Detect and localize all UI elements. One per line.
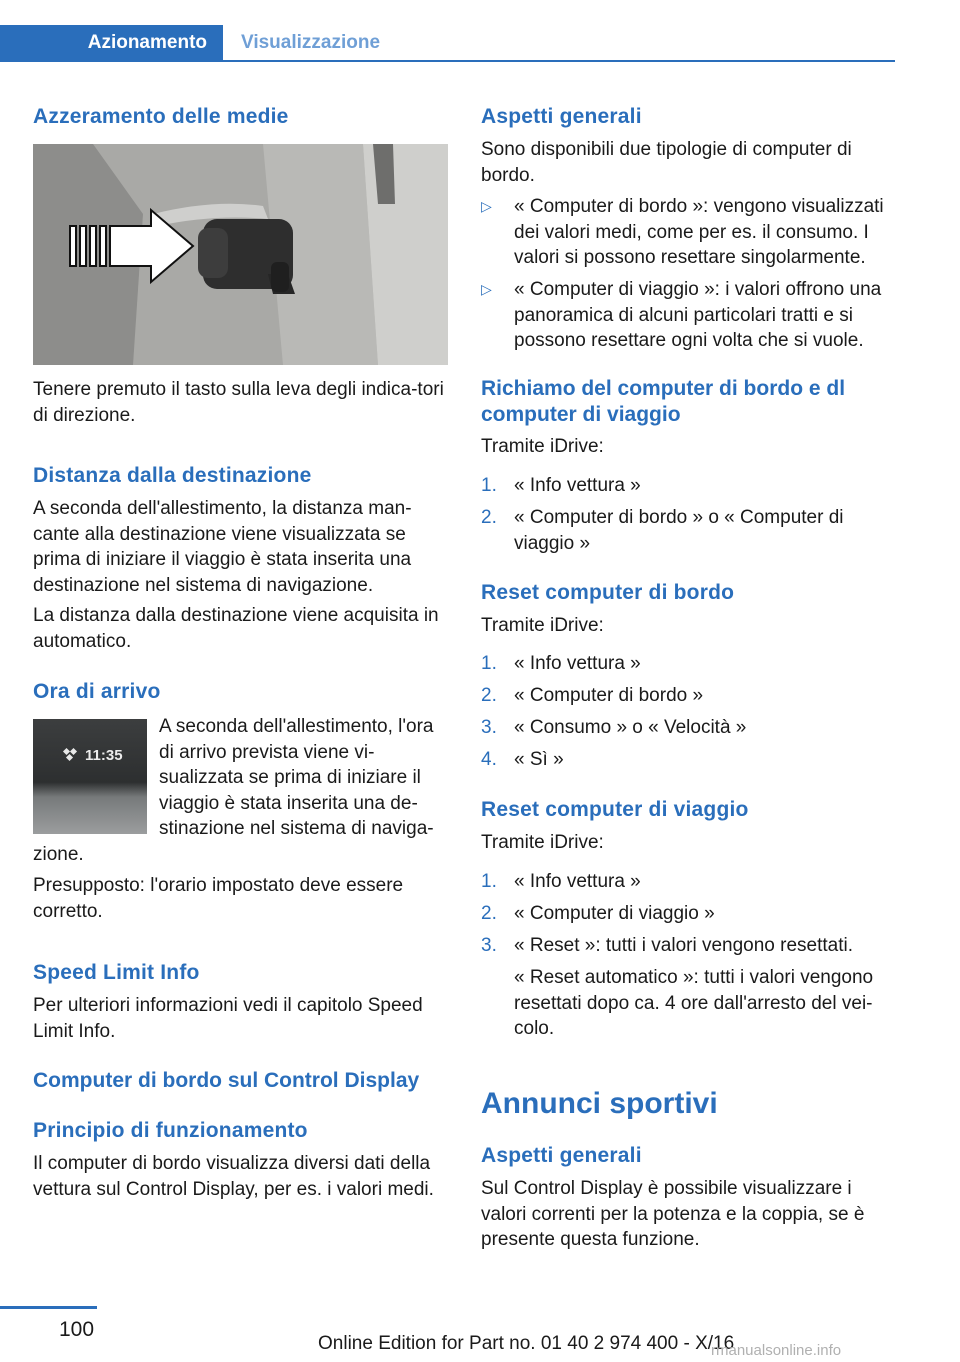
step-text: « Reset »: tutti i valori vengono resettati. [514,935,854,956]
arrival-time-display-image [33,719,147,834]
page-number: 100 [59,1318,95,1341]
heading-control-display: Computer di bordo sul Control Display [33,1069,420,1092]
paragraph-distanza-2: La distanza dalla destinazione viene acquisita in automatico. [33,605,439,652]
list-item [481,473,899,499]
tramite-idrive-3: Tramite iDrive: [481,832,604,853]
step-number: 3. [481,717,497,738]
heading-annunci-sportivi: Annunci sportivi [481,1087,718,1120]
bullet-marker-icon: ▷ [481,198,492,214]
paragraph-ora-arrivo: A seconda dell'allestimento, l'ora di arrivo prevista viene vi-sualizzata se prima di iniziare il viaggio è stata inserita una de-stinazione nel sistema di naviga- [159,716,434,839]
heading-distanza: Distanza dalla destinazione [33,464,312,487]
step-number: 2. [481,903,497,924]
edition-text: Online Edition for Part no. 01 40 2 974 400 - X/16 [318,1333,735,1354]
tab-visualizzazione[interactable]: Visualizzazione [241,32,381,53]
paragraph-annunci: Sul Control Display è possibile visualizzare i valori correnti per la potenza e la coppia, se è presente questa funzione. [481,1178,865,1250]
list-item [481,933,899,959]
paragraph-distanza-1: A seconda dell'allestimento, la distanza man-cante alla destinazione viene visualizzata se prima di iniziare il viaggio è stata inserita una destinazione nel sistema di navigazione. [33,498,412,596]
step-number: 2. [481,507,497,528]
bullet-marker-icon: ▷ [481,281,492,297]
list-item [481,277,899,354]
step-text: « Info vettura » [514,871,641,892]
bullet-text: « Computer di bordo »: vengono visualizzati dei valori medi, come per es. il consumo. I valori si possono resettare singolarmente. [514,196,884,268]
step-text: « Sì » [514,749,564,770]
paragraph-ora-arrivo-cont: zione. [33,844,84,865]
heading-azzeramento: Azzeramento delle medie [33,105,289,128]
tramite-idrive-2: Tramite iDrive: [481,615,604,636]
heading-aspetti-generali: Aspetti generali [481,105,642,128]
list-item [481,505,899,556]
paragraph-aspetti: Sono disponibili due tipologie di computer di bordo. [481,139,852,186]
paragraph-reset-automatico: « Reset automatico »: tutti i valori vengono resettati dopo ca. 4 ore dall'arresto del vei-colo. [514,967,874,1039]
step-text: « Consumo » o « Velocità » [514,717,747,738]
paragraph-presupposto: Presupposto: l'orario impostato deve essere corretto. [33,875,404,922]
bullet-text: « Computer di viaggio »: i valori offrono una panoramica di alcuni particolari tratti e si possono resettare ogni volta che si vuole. [514,279,882,351]
heading-principio: Principio di funzionamento [33,1119,308,1142]
arrival-time-text: 11:35 [85,747,123,764]
step-number: 2. [481,685,497,706]
list-item [481,747,899,773]
tab-azionamento[interactable]: Azionamento [0,25,223,60]
step-text: « Computer di bordo » o « Computer di viaggio » [514,507,844,554]
list-item [481,651,899,677]
step-text: « Computer di viaggio » [514,903,715,924]
heading-aspetti-generali-2: Aspetti generali [481,1144,642,1167]
paragraph-speed-limit: Per ulteriori informazioni vedi il capitolo Speed Limit Info. [33,995,423,1042]
step-text: « Info vettura » [514,475,641,496]
paragraph-azzeramento: Tenere premuto il tasto sulla leva degli indica-tori di direzione. [33,379,444,426]
watermark: rmanualsonline.info [711,1342,842,1359]
step-text: « Computer di bordo » [514,685,704,706]
heading-reset-viaggio: Reset computer di viaggio [481,798,749,821]
heading-reset-bordo: Reset computer di bordo [481,581,735,604]
list-item [481,715,899,741]
footer-rule [0,1306,97,1309]
heading-speed-limit: Speed Limit Info [33,961,200,984]
heading-richiamo: Richiamo del computer di bordo e dl computer di viaggio [481,377,846,426]
list-item [481,901,899,927]
list-item [481,683,899,709]
heading-ora-arrivo: Ora di arrivo [33,680,161,703]
step-text: « Info vettura » [514,653,641,674]
tramite-idrive-1: Tramite iDrive: [481,436,604,457]
step-number: 1. [481,475,497,496]
step-number: 1. [481,653,497,674]
list-item [481,194,899,271]
turn-signal-lever-photo [33,144,448,365]
step-number: 1. [481,871,497,892]
header-tabs [0,25,895,62]
list-item [481,869,899,895]
step-number: 3. [481,935,497,956]
paragraph-principio: Il computer di bordo visualizza diversi dati della vettura sul Control Display, per es. i valori medi. [33,1153,434,1200]
step-number: 4. [481,749,497,770]
